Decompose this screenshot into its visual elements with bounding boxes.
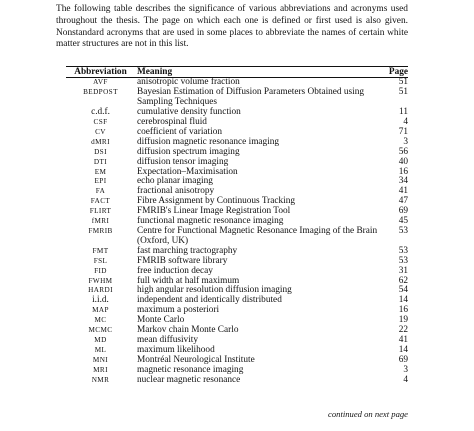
row-meaning: full width at half maximum (137, 275, 240, 286)
row-abbreviation: EM (94, 167, 107, 176)
header-page: Page (388, 67, 408, 77)
row-abbreviation: dMRI (91, 137, 110, 146)
row-page: 22 (398, 325, 408, 336)
row-abbreviation: HARDI (88, 286, 113, 295)
table-row (66, 336, 408, 346)
row-meaning: Bayesian Estimation of Diffusion Parameters Obtained using Sampling Techniques (137, 87, 365, 108)
row-abbreviation: MCMC (88, 326, 113, 335)
row-abbreviation: FID (94, 266, 107, 275)
row-abbreviation: MD (94, 335, 107, 344)
table-row (66, 306, 408, 316)
row-page: 14 (398, 295, 408, 306)
row-page: 62 (398, 275, 408, 286)
row-abbreviation: CV (95, 127, 106, 136)
row-meaning: Montréal Neurological Institute (137, 354, 255, 365)
row-page: 4 (403, 374, 408, 385)
row-abbreviation: FWHM (88, 276, 113, 285)
row-abbreviation: DSI (94, 147, 107, 156)
table-row (66, 108, 408, 118)
row-abbreviation: FLIRT (89, 207, 112, 216)
row-page: 69 (398, 354, 408, 365)
row-abbreviation: i.i.d. (92, 295, 109, 306)
row-meaning: anisotropic volume fraction (137, 77, 240, 88)
table-row (66, 177, 408, 187)
table-row (66, 118, 408, 128)
row-abbreviation: MRI (93, 365, 108, 374)
row-meaning: independent and identically distributed (137, 295, 282, 306)
row-meaning: high angular resolution diffusion imaging (137, 285, 292, 296)
row-meaning: diffusion spectrum imaging (137, 146, 240, 157)
row-meaning: cerebrospinal fluid (137, 117, 207, 128)
row-meaning: diffusion tensor imaging (137, 156, 229, 167)
row-page: 54 (398, 285, 408, 296)
table-row (66, 326, 408, 336)
row-abbreviation: MNI (92, 355, 109, 364)
table-row (66, 148, 408, 158)
row-abbreviation: MAP (92, 306, 109, 315)
row-meaning: Centre for Functional Magnetic Resonance Imaging of the Brain (Oxford, UK) (137, 226, 378, 246)
row-page: 41 (398, 186, 408, 197)
row-abbreviation: ML (94, 345, 107, 354)
header-meaning: Meaning (137, 67, 173, 77)
row-meaning: Fibre Assignment by Continuous Tracking (137, 196, 296, 207)
row-page: 69 (398, 206, 408, 217)
row-meaning: Monte Carlo (137, 315, 185, 326)
row-page: 53 (398, 226, 408, 236)
row-meaning: FMRIB's Linear Image Registration Tool (137, 206, 291, 217)
row-page: 41 (398, 334, 408, 345)
row-meaning: maximum a posteriori (137, 305, 220, 316)
row-page: 53 (398, 245, 408, 256)
row-abbreviation: fMRI (91, 217, 110, 226)
row-page: 3 (403, 136, 408, 147)
row-meaning: Expectation–Maximisation (137, 166, 238, 177)
row-abbreviation: NMR (91, 375, 110, 384)
row-meaning: mean diffusivity (137, 334, 199, 345)
row-meaning: diffusion magnetic resonance imaging (137, 136, 280, 147)
row-meaning: coefficient of variation (137, 126, 223, 137)
header-abbreviation: Abbreviation (74, 67, 127, 77)
row-page: 51 (398, 77, 408, 88)
row-page: 51 (398, 87, 408, 98)
continued-note: continued on next page (328, 409, 408, 419)
row-page: 4 (403, 117, 408, 128)
row-page: 53 (398, 255, 408, 266)
row-meaning: maximum likelihood (137, 344, 215, 355)
row-page: 71 (398, 126, 408, 137)
row-abbreviation: FSL (93, 256, 108, 265)
table-row (66, 376, 408, 386)
table-row (66, 227, 408, 247)
row-page: 45 (398, 216, 408, 227)
table-body (66, 78, 408, 385)
row-page: 11 (399, 107, 408, 118)
table-row (66, 88, 408, 108)
row-page: 47 (398, 196, 408, 207)
row-meaning: echo planar imaging (137, 176, 213, 187)
row-page: 34 (398, 176, 408, 187)
table-row (66, 257, 408, 267)
row-abbreviation: CSF (93, 118, 108, 127)
row-page: 14 (398, 344, 408, 355)
row-page: 16 (398, 305, 408, 316)
row-abbreviation: FMRIB (88, 227, 113, 235)
row-abbreviation: EPI (94, 177, 107, 186)
row-abbreviation: FMT (92, 246, 109, 255)
table-row (66, 296, 408, 306)
abbreviations-table (66, 66, 408, 386)
row-meaning: nuclear magnetic resonance (137, 374, 241, 385)
table-row (66, 247, 408, 257)
table-header-row (66, 67, 408, 77)
row-page: 16 (398, 166, 408, 177)
row-meaning: cumulative density function (137, 107, 241, 118)
row-meaning: Markov chain Monte Carlo (137, 325, 239, 336)
intro-paragraph: The following table describes the significance of various abbreviations and acronyms used throughout the thesis. The page on which each one is defined or first used is also given. Nonstandard acronyms that are used in some places to abbreviate the names of certain white matter structures are not in this list. (56, 4, 408, 50)
row-abbreviation: c.d.f. (91, 107, 110, 118)
row-meaning: free induction decay (137, 265, 213, 276)
row-meaning: fast marching tractography (137, 245, 238, 256)
row-meaning: fractional anisotropy (137, 186, 215, 197)
row-page: 31 (398, 265, 408, 276)
row-page: 56 (398, 146, 408, 157)
row-abbreviation: AVF (93, 78, 108, 87)
row-meaning: FMRIB software library (137, 255, 228, 266)
row-meaning: magnetic resonance imaging (137, 364, 244, 375)
table-row (66, 168, 408, 178)
row-page: 19 (398, 315, 408, 326)
row-abbreviation: FACT (90, 197, 111, 206)
row-abbreviation: BEDPOST (83, 88, 118, 97)
row-meaning: functional magnetic resonance imaging (137, 216, 284, 227)
row-page: 40 (398, 156, 408, 167)
row-abbreviation: DTI (93, 157, 108, 166)
row-abbreviation: FA (95, 187, 106, 196)
row-abbreviation: MC (94, 316, 107, 325)
row-page: 3 (403, 364, 408, 375)
